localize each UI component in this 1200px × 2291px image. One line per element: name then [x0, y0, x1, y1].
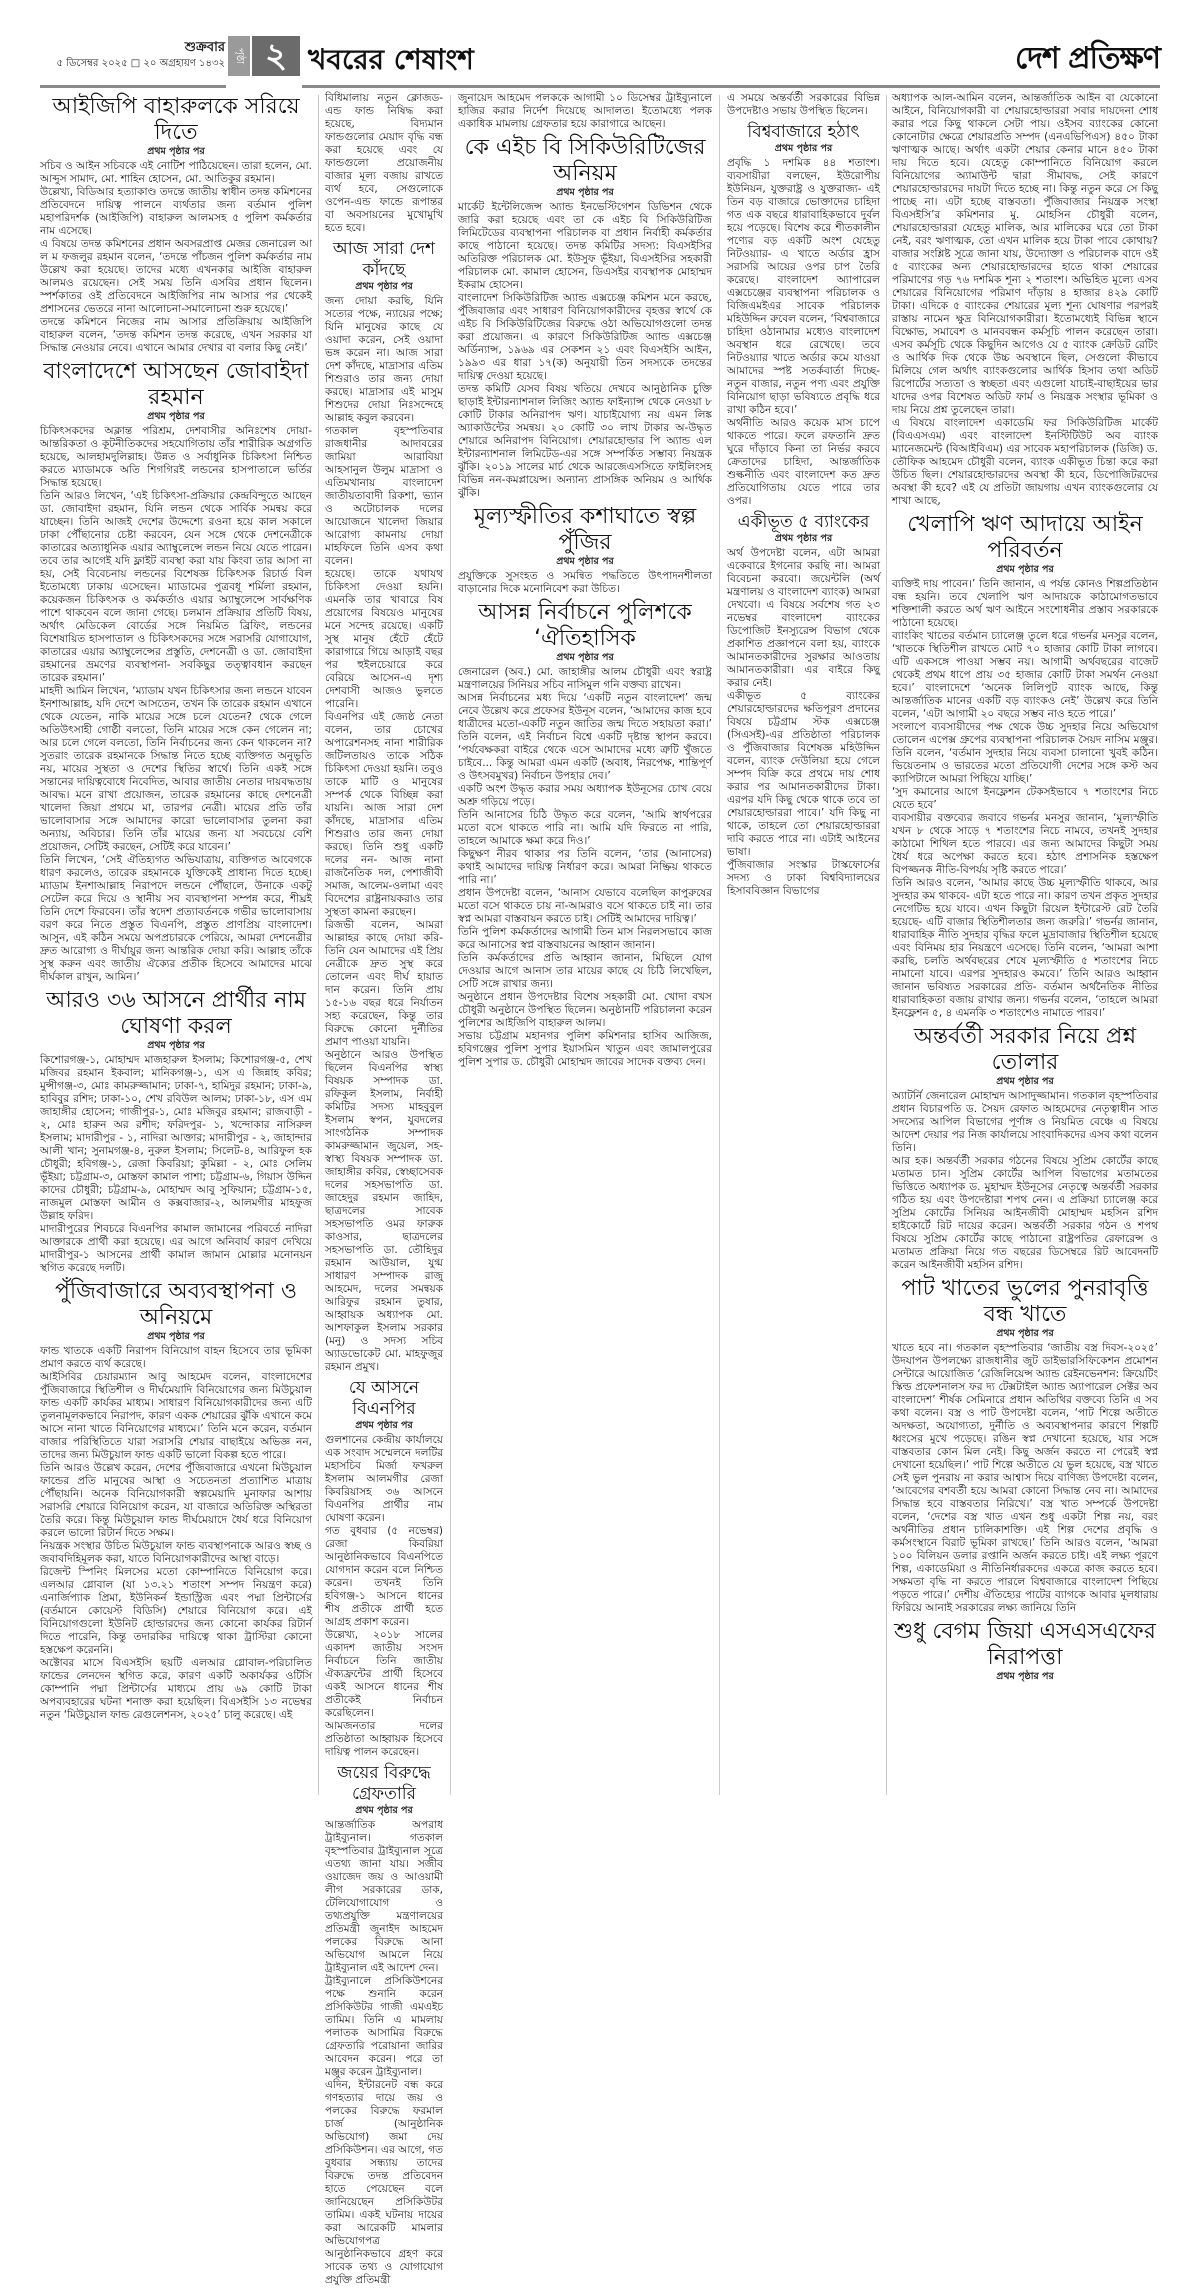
article-paragraph: প্রযুক্তিকে সুসংহত ও সমন্বিত পদ্ধতিতে উৎপাদনশীলতা বাড়ানোর দিকে মনোনিবেশ করা উচিত। [458, 570, 712, 595]
article-headline: যে আসনে বিএনপির [348, 1378, 420, 1419]
page-column [40, 92, 312, 1726]
article-paragraph: ব্যবসায়ীর বক্তব্যের জবাবে গভর্নর মনসুর জানান, ‘মূল্যস্ফীতি যখন ৮ থেকে সাড়ে ৭ শতাংশের নিচে নামবে, তখনই সুদহার কাঠামো শিথিল হতে পারবে। এর জন্য আমাদের কিছুটা সময় ধৈর্য ধরে অপেক্ষা করতে হবে। হঠাৎ প্রশাসনিক হস্তক্ষেপ বিপজ্জনক নীতি-বিপর্যয় সৃষ্টি করতে পারে।’ [892, 812, 1158, 876]
page-column [458, 92, 712, 1073]
article-paragraph: একীভূত ৫ ব্যাংকের শেয়ারহোল্ডারদের ক্ষতিপূরণ প্রদানের বিষয়ে চট্টগ্রাম স্টক এক্সচেঞ্জ (সিএসই)-এর প্রতিষ্ঠাতা পরিচালক ও পুঁজিবাজার বিশেষজ্ঞ মহিউদ্দিন বলেন, ব্যাংক দেউলিয়া হয়ে গেলে সম্পদ বিক্রি করে প্রথমে দায় শোধ করার পর আমানতকারীদের টাকা। এরপর যদি কিছু থেকে থাকে তবে তা শেয়ারহোল্ডাররা পাবে।’ যদি কিছু না থাকে, তাহলে তো শেয়ারহোল্ডাররা দাবি করতে পারে না। এটাই আইনের ভাষা। [727, 690, 880, 858]
continued-from-label: প্রথম পৃষ্ঠার পর [556, 556, 614, 567]
page-column [727, 92, 880, 902]
continued-from-label: প্রথম পৃষ্ঠার পর [147, 411, 205, 422]
article-paragraph: তিনি লিখেন, ‘সেই ঐতিহ্যগত অভিযাত্রায়, ব্যক্তিগত আবেগকে ধারণ করলেও, তারেক রহমানকে যুক্তিকেই প্রাধান্য দিতে হচ্ছে। ম্যাডাম ইনশাআল্লাহ নিরাপদে লন্ডনে পৌঁছালে, উনাকে একটু সেটেল করে দিয়ে ও স্থানীয় সব ব্যবস্থাপনা সম্পন্ন করে, শীঘ্রই তিনি দেশে ফিরবেন। তাঁর স্বদেশ প্রত্যাবর্তনকে গভীর ভালোবাসায় বরণ করে নিতে প্রস্তুত বিএনপি, প্রস্তুত প্রাণপ্রিয় বাংলাদেশ। আসুন, এই কঠিন সময়ে অপপ্রচারকে পেরিয়ে, আমরা দেশনেত্রীর দ্রুত আরোগ্য ও দীর্ঘায়ুর জন্য আন্তরিক দোয়া করি। আল্লাহ তাঁকে সুস্থ করুন এবং জাতীয় ঐক্যের প্রতীক হিসেবে আমাদের মাঝে দীর্ঘকাল রাখুন, আমিন।’ [40, 854, 312, 983]
news-article [40, 988, 312, 1275]
article-paragraph: চিকিৎসকদের অক্লান্ত পরিশ্রম, দেশবাসীর অনিঃশেষ দোয়া-আন্তরিকতা ও কূটনীতিকদের সহযোগিতায় তাঁর শারীরিক অগ্রগতি হয়েছে, আলহামদুলিল্লাহ। উন্নত ও সর্বাধুনিক চিকিৎসা নিশ্চিত করতে ম্যাডামকে অতি শিগগিরই লন্ডনের হাসপাতালে ভর্তির সিদ্ধান্ত হয়েছে। [40, 425, 312, 489]
article-paragraph: আমজনতার দলের প্রতিষ্ঠাতা আহ্বায়ক হিসেবে দায়িত্ব পালন করেছেন। [325, 1720, 443, 1758]
article-paragraph: আর হক। অন্তর্বর্তী সরকার গঠনের বিষয়ে সুপ্রিম কোর্টের কাছে মতামত চান। সুপ্রিম কোর্টের আপিল বিভাগের মতামতের ভিত্তিতে অধ্যাপক ড. মুহাম্মদ ইউনূসের নেতৃত্বে অন্তর্বর্তী সরকার গঠিত হয় এবং উপদেষ্টারা শপথ নেন। এ প্রক্রিয়া চ্যালেঞ্জ করে সুপ্রিম কোর্টের সিনিয়র আইনজীবী মোহাম্মদ মহসিন রশিদ হাইকোর্টে রিট দায়ের করেন। অন্তর্বর্তী সরকার গঠন ও শপথ বিষয়ে সুপ্রিম কোর্টের কাছে পাঠানো রাষ্ট্রপতির রেফারেন্স ও মতামত প্রক্রিয়া নিয়ে গত বছরের ডিসেম্বরে রিট আবেদনটি করেন আইনজীবী মহসিন রশিদ। [892, 1155, 1158, 1271]
article-paragraph: নিয়ন্ত্রক সংস্থার উচিত মিউচুয়াল ফান্ড ব্যবস্থাপনাকে আরও স্বচ্ছ ও জবাবদিহিমূলক করা, যাতে বিনিয়োগকারীদের আস্থা বাড়ে। [40, 1540, 312, 1565]
article-paragraph: ট্রাইব্যুনালে প্রসিকিউশনের পক্ষে শুনানি করেন প্রসিকিউটর গাজী এমএইচ তামিম। তিনি এ মামলায় পলাতক আসামির বিরুদ্ধে গ্রেফতারি পরোয়ানা জারির আবেদন করেন। পরে তা মঞ্জুর করেন ট্রাইব্যুনাল। [325, 1975, 443, 2078]
article-headline: বিশ্ববাজারে হঠাৎ [747, 122, 860, 142]
article-paragraph: এদিন, ইন্টারনেট বন্ধ করে গণহত্যার দায়ে জয় ও পলকের বিরুদ্ধে ফরমাল চার্জ (আনুষ্ঠানিক অভিযোগ) জমা দেয় প্রসিকিউশন। এর আগে, গত বুধবার সন্ধ্যায় তাদের বিরুদ্ধে তদন্ত প্রতিবেদন হাতে পেয়েছেন বলে জানিয়েছেন প্রসিকিউটর তামিম। একই ঘটনায় দায়ের করা আরেকটি মামলার অভিযোগপত্র আনুষ্ঠানিকভাবে গ্রহণ করে সাবেক তথ্য ও যোগাযোগ প্রযুক্তি প্রতিমন্ত্রী [325, 2079, 443, 2286]
news-article [892, 512, 1158, 1020]
article-continuation [727, 92, 880, 118]
article-paragraph: বিএনপির এই জ্যেষ্ঠ নেতা বলেন, তার চোখের অপারেশনসহ নানা শারীরিক জটিলতায়ও তাকে সঠিক চিকিৎসা দেওয়া হয়নি। তবুও তাকে মাটি ও মানুষের সম্পর্ক থেকে বিচ্ছিন্ন করা যায়নি। আজ সারা দেশ কাঁদছে, মাদ্রাসার এতিম শিশুরাও তার জন্য দোয়া করছে। তিনি শুধু একটি দলের নন- আজ নানা রাজনৈতিক দল, পেশাজীবী সমাজ, আলেম-ওলামা এবং বিদেশের রাষ্ট্রনায়করাও তার সুস্থতা কামনা করছেন। [325, 711, 443, 918]
article-paragraph: তিনি পুলিশ কর্মকর্তাদের আগামী তিন মাস নিরলসভাবে কাজ করে আনাসের স্বপ্ন বাস্তবায়নের আহ্বান জানান। [458, 926, 712, 951]
article-paragraph: ‘সুদ কমানোর আগে ইনফ্লেশন টেকসইভাবে ৭ শতাংশের নিচে যেতে হবে’ [892, 786, 1158, 811]
article-headline: বাংলাদেশে আসছেন জোবাইদা রহমান [43, 359, 309, 410]
continued-from-label: প্রথম পৃষ্ঠার পর [355, 1420, 413, 1431]
news-article [40, 94, 312, 355]
article-headline: আইজিপি বাহারুলকে সরিয়ে দিতে [52, 94, 300, 145]
continued-from-label: প্রথম পৃষ্ঠার পর [355, 281, 413, 292]
article-paragraph: তিনি আরও উল্লেখ করেন, দেশের পুঁজিবাজারে এখনো মিউচুয়াল ফান্ডের প্রতি মানুষের আস্থা ও সচেতনতা প্রত্যাশিত মাত্রায় পৌঁছায়নি। অনেক বিনিয়োগকারী স্বল্পমেয়াদি মুনাফার আশায় সরাসরি শেয়ারে বিনিয়োগ করেন, যা বাজারে অতিরিক্ত অস্থিরতা তৈরি করে। কিন্তু মিউচুয়াল ফান্ড দীর্ঘমেয়াদে ধৈর্য ধরে বিনিয়োগ করলে ভালো রিটার্ন দিতে সক্ষম। [40, 1462, 312, 1539]
article-paragraph: অর্থ উপদেষ্টা বলেন, এটা আমরা একেবারে ইগনোর করছি না। আমরা বিবেচনা করবো। জয়েন্টলি (অর্থ মন্ত্রণালয় ও বাংলাদেশ ব্যাংক) আমরা দেখবো। এ বিষয়ে সর্বশেষ গত ২৩ নভেম্বর বাংলাদেশ ব্যাংকের ডিপোজিট ইনস্যুরেন্স বিভাগ থেকে প্রকাশিত প্রজ্ঞাপনে বলা হয়, ব্যাংকে আমানতকারীদের সুরক্ষার আওতায় আমানতকারীরা। এর বাইরে কিছু করার নেই। [727, 547, 880, 689]
article-headline: জয়ের বিরুদ্ধে গ্রেফতারি [337, 1763, 431, 1804]
article-paragraph: আসন্ন নির্বাচনের মধ্য দিয়ে ‘একটি নতুন বাংলাদেশ’ জন্ম নেবে উল্লেখ করে প্রফেসর ইউনূস বলেন, ‘আমাদের কাজ হবে ধাত্রীদের মতো-একটি নতুন জাতির জন্ম দিতে সহায়তা করা।’ তিনি বলেন, এই নির্বাচন বিশ্বে একটি দৃষ্টান্ত স্থাপন করবে। ‘পর্যবেক্ষকরা বাইরে থেকে এসে আমাদের মধ্যে ত্রুটি খুঁজতে চাইবে... কিন্তু আমরা এমন একটি (অবাধ, নিরপেক্ষ, শান্তিপূর্ণ ও উৎসবমুখর) নির্বাচন উপহার দেব।’ [458, 692, 712, 782]
article-headline: আসন্ন নির্বাচনে পুলিশকে ‘ঐতিহাসিক [478, 600, 692, 651]
continued-from-label: প্রথম পৃষ্ঠার পর [556, 187, 614, 198]
column-divider [318, 95, 319, 1795]
news-article [458, 135, 712, 500]
news-article [325, 239, 443, 1374]
article-headline: পাট খাতের ভুলের পুনরাবৃত্তি বন্ধ খাতে [901, 1276, 1149, 1327]
article-paragraph: তদন্ত কমিটি যেসব বিষয় খতিয়ে দেখবে আনুষ্ঠানিক চুক্তি ছাড়াই ইন্টারন্যাশনাল লিজিং অ্যান্ড ফাইন্যান্স থেকে নেওয়া ৮ কোটি টাকার অনিরাপদ ঋণ। যাচাইযোগ্য নয় এমন লিঙ্ক অ্যাকাউন্টের সমন্বয়। ২০ কোটি ৩০ লাখ টাকার অ-উদ্ধৃত শেয়ারে অনিরাপদ বিনিয়োগ। শেয়ারহোল্ডার পি অ্যান্ড এল ইন্টারন্যাশনাল লিমিটেড-এর সঙ্গে সম্পর্কিত সম্ভাব্য নিয়ন্ত্রক ঝুঁকি। ২০১৯ সালের মার্চ থেকে আরজেএসসিতে ফাইলিংসহ বিভিন্ন নন-কমপ্লায়েন্স। অন্যান্য প্রাসঙ্গিক অনিয়ম ও আর্থিক ঝুঁকি। [458, 383, 712, 499]
article-paragraph: অধ্যাপক আল-আমিন বলেন, আন্তর্জাতিক আইন বা যেকোনো আইনে, বিনিয়োগকারী বা শেয়ারহোল্ডাররা সবার দায়দেনা শোধ করার পরে কিছু থাকলে সেটা পায়। ওইসব ব্যাংকের কোনো কোনোটার ক্ষেত্রে শেয়ারপ্রতি সম্পদ (এনএভিপিএস) ৪৫০ টাকা ঋণাত্মক আছে। অর্থাৎ একটা শেয়ার কেনার মানে ৪৫০ টাকা দায় দিতে হবে। যেহেতু কোম্পানিতে বিনিয়োগ করলে বিনিয়োগের অ্যামাউন্ট দ্বারা সীমাবদ্ধ, সেই কারণে শেয়ারহোল্ডারদের দায়টা দিতে হচ্ছে না। কিন্তু নতুন করে সে কিছু পাচ্ছে না। এটা হচ্ছে বাস্তবতা। পুঁজিবাজার নিয়ন্ত্রক সংস্থা বিএসইসি’র কমিশনার মু. মোহসিন চৌধুরী বলেন, শেয়ারহোল্ডাররা যেহেতু মালিক, আর মালিকের ঘরে তো টাকা নেই, বরং ঋণাত্মক, তো এখন মালিক হয়ে টাকা পাবে কোথায়? বাজার সংশ্লিষ্ট সূত্রে জানা যায়, উদ্যোক্তা ও পরিচালক বাদে ওই ৫ ব্যাংকের অন্য শেয়ারহোল্ডারদের হাতে থাকা শেয়ারের পরিমাণের গড় ৭৬ দশমিক শূন্য ২ শতাংশ। অভিহিত মূল্যে এসব শেয়ারের বিনিয়োগের পরিমাণ দাঁড়ায় ৪ হাজার ৪২৯ কোটি টাকা। এদিকে ৫ ব্যাংকের শেয়ারের মূল্য শূন্য ঘোষণার পরপরই রাস্তায় নামেন ক্ষুদ্র বিনিয়োগকারীরা। ইতোমধ্যেই বিভিন্ন স্থানে বিক্ষোভ, সমাবেশ ও মানববন্ধন কর্মসূচি পালন করেছেন তারা। এসব কর্মসূচি থেকে কিছুদিন আগেও যে ৫ ব্যাংক ক্রেডিট রেটিং ও আর্থিক দিক থেকে উচ্চ অবস্থানে ছিল, সেগুলো কীভাবে মিলিয়ে গেল অর্থাৎ ব্যাংকগুলোর আর্থিক হিসাব তথা অডিট রিপোর্টের সত্যতা ও স্বচ্ছতা এবং এগুলো যাচাই-বাছাইয়ের ভার যাদের ওপর বিশেষত অডিট ফার্ম ও নিয়ন্ত্রক সংস্থার ভূমিকা ও দায় নিয়ে প্রশ্ন তুলেছেন তারা। [892, 92, 1158, 416]
article-paragraph: এ বিষয়ে তদন্ত কমিশনের প্রধান অবসরপ্রাপ্ত মেজর জেনারেল আ ল ম ফজলুর রহমান বলেন, ‘তদন্তে পাঁচজন পুলিশ কর্মকর্তার নাম উল্লেখ করা হয়েছে। তাদের মধ্যে এখনকার আইজি বাহারুল আলমও রয়েছেন। সেই সময় তিনি এসবির প্রধান ছিলেন। স্পর্শকাতর ওই প্রতিবেদনে আইজিপির নাম আসার পর থেকেই প্রশাসনের ভেতরে নানা আলোচনা-সমালোচনা শুরু হয়েছে।’ [40, 238, 312, 315]
newspaper-logo [1015, 34, 1160, 85]
article-paragraph: আন্তর্জাতিক অপরাধ ট্রাইব্যুনাল। গতকাল বৃহস্পতিবার ট্রাইব্যুনাল সূত্রে এতথ্য জানা যায়। সজীব ওয়াজেদ জয় ও আওয়ামী লীগ সরকারের ডাক, টেলিযোগাযোগ ও তথ্যপ্রযুক্তি মন্ত্রণালয়ের প্রতিমন্ত্রী জুনাইদ আহমেদ পলকের বিরুদ্ধে আনা অভিযোগ আমলে নিয়ে ট্রাইব্যুনাল এই আদেশ দেন। [325, 1819, 443, 1974]
article-paragraph: রিজেন্ট স্পিনিং মিলসের মতো কোম্পানিতে বিনিয়োগ করে। এলআর গ্লোবাল (যা ১৩.২১ শতাংশ সম্পদ নিয়ন্ত্রণ করে) এনার্জিপ্যাক প্রিমা, ইউনিকর্ন ইন্ডাস্ট্রিজ এবং পদ্মা প্রিন্টার্সের (বর্তমানে কোয়েস্ট বিডিসি) শেয়ারে বিনিয়োগ করে। এই বিনিয়োগগুলো ইউনিট হোল্ডারদের জন্য কোনো কার্যকর রিটার্ন দিতে পারেনি, কিন্তু তদারকির দায়িত্বে থাকা ট্রাস্টিরা কোনো হস্তক্ষেপ করেননি। [40, 1566, 312, 1656]
article-headline: কে এইচ বি সিকিউরিটিজের অনিয়ম [464, 135, 706, 186]
logo-name: দেশ প্রতিক্ষণ [1014, 41, 1160, 76]
article-paragraph: সংলাপে ব্যবসায়ীদের পক্ষ থেকে উচ্চ সুদহার নিয়ে অভিযোগ তোলেন এপেক্স গ্রুপের ব্যবস্থাপনা পরিচালক সৈয়দ নাসিম মঞ্জুর। তিনি বলেন, ‘বর্তমান সুদহার নিয়ে ব্যবসা চালানো খুবই কঠিন। ভিয়েতনাম ও ভারতের মতো প্রতিযোগী দেশের সঙ্গে কস্ট অব ক্যাপিটালে আমরা পিছিয়ে যাচ্ছি।’ [892, 721, 1158, 785]
article-headline: অন্তর্বর্তী সরকার নিয়ে প্রশ্ন তোলার [913, 1024, 1137, 1075]
news-article [727, 122, 880, 508]
column-divider [450, 95, 451, 1795]
page-number: ২ [252, 36, 300, 76]
article-paragraph: অনুষ্ঠানে আরও উপস্থিত ছিলেন বিএনপির স্বাস্থ্য বিষয়ক সম্পাদক ডা. রফিকুল ইসলাম, নির্বাহী কমিটির সদস্য মাহবুবুল ইসলাম স্বপন, যুবদলের সাংগঠনিক সম্পাদক কামরুজ্জামান জুয়েল, সহ-স্বাস্থ্য বিষয়ক সম্পাদক ডা. জাহাঙ্গীর কবির, স্বেচ্ছাসেবক দলের সহসভাপতি ডা. জাহেদুর রহমান জাহিদ, ছাত্রদলের সাবেক সহসভাপতি ওমর ফারুক কাওসার, ছাত্রদলের সহসভাপতি ডা. তৌহিদুর রহমান আউয়াল, যুগ্ম সাধারণ সম্পাদক রাজু আহমেদ, দলের সমন্বয়ক আরিফুর রহমান তুষার, আহ্বায়ক অধ্যাপক মো. আশফাকুল ইসলাম সরকার (মনু) ও সদস্য সচিব অ্যাডভোকেট মো. মাহফুজুর রহমান প্রমুখ। [325, 1049, 443, 1373]
article-paragraph: তদন্তে কমিশনে নিজের নাম আসার প্রতিক্রিয়ায় আইজিপি বাহারুল বলেন, ‘তদন্ত কমিশন তদন্ত করেছে, এখন সরকার যা সিদ্ধান্ত নেওয়ার নেবে। এখানে আমার দেখার বা বলার কিছু নেই।’ [40, 316, 312, 354]
header-rule-left [40, 85, 226, 88]
article-paragraph: ব্যক্তিই দায় পাবেন।’ তিনি জানান, এ পর্যন্ত কোনও শিল্পপ্রতিষ্ঠান বন্ধ হয়নি। তবে খেলাপি ঋণ আদায়কে কাঠামোগতভাবে শক্তিশালী করতে অর্থ ঋণ আইনে সংশোধনীর প্রস্তাব সরকারকে পাঠানো হয়েছে। [892, 578, 1158, 629]
article-paragraph: বিধিমালায় নতুন ক্লোজড-এন্ড ফান্ড নিষিদ্ধ করা হয়েছে, বিদ্যমান ফান্ডগুলোর মেয়াদ বৃদ্ধি বন্ধ করা হয়েছে এবং যে ফান্ডগুলো প্রয়োজনীয় বাজার মূল্য বজায় রাখতে ব্যর্থ হবে, সেগুলোকে ওপেন-এন্ড ফান্ডে রূপান্তর বা অবসায়নের মুখোমুখি হতে হবে। [325, 92, 443, 234]
continued-from-label: প্রথম পৃষ্ঠার পর [996, 1671, 1054, 1682]
article-headline: শুধু বেগম জিয়া এসএসএফের নিরাপত্তা [894, 1619, 1156, 1670]
column-divider [719, 95, 720, 1795]
article-paragraph: ফান্ড খাতকে একটি নিরাপদ বিনিয়োগ বাহন হিসেবে তার ভূমিকা প্রমাণ করতে ব্যর্থ করেছে। [40, 1345, 312, 1370]
article-paragraph: সচিব ও আইন সচিবকে এই নোটিশ পাঠিয়েছেন। তারা হলেন, মো. আব্দুস সামাদ, মো. শাহিন হোসেন, মো. আতিকুর রহমান। [40, 160, 312, 185]
article-headline: মূল্যস্ফীতির কশাঘাতে স্বল্প পুঁজির [473, 504, 697, 555]
article-paragraph: ব্যাংকিং খাতের বর্তমান চ্যালেঞ্জ তুলে ধরে গভর্নর মনসুর বলেন, ‘খাতকে স্থিতিশীল রাখতে মোট ৭০ হাজার কোটি টাকা লাগবে। এটি একসঙ্গে পাওয়া সম্ভব নয়। আগামী অর্থবছরের বাজেট থেকেই প্রথম ধাপে প্রায় ৩৫ হাজার কোটি টাকা সমর্থন নেওয়া হবে।’ বাংলাদেশে ‘অনেক লিলিপুট ব্যাংক আছে, কিন্তু আন্তর্জাতিক মানের একটি বড় ব্যাংকও নেই’ উল্লেখ করে তিনি বলেন, ‘এটা আগামী ২০ বছরে সম্ভব নাও হতে পারে।’ [892, 630, 1158, 720]
article-continuation [892, 92, 1158, 508]
article-paragraph: মার্কেট ইন্টেলিজেন্স অ্যান্ড ইনভেস্টিগেশন ডিভিশন থেকে জারি করা হয়েছে এবং তা কে এইচ বি সিকিউরিটিজ লিমিটেডের ব্যবস্থাপনা পরিচালক বা প্রধান নির্বাহী কর্মকর্তার কাছে পাঠানো হয়েছে। তদন্ত কমিটির সদস্য: বিএসইসির অতিরিক্ত পরিচালক মো. ইউসুফ ভূঁইয়া, বিএসইসির সহকারী পরিচালক মো. কামাল হোসেন, ডিএসইর ব্যবস্থাপক মোহাম্মদ ইকরাম হোসেন। [458, 201, 712, 291]
news-article [325, 1763, 443, 2287]
article-paragraph: হয়েছে। তাকে যথাযথ চিকিৎসা দেওয়া হয়নি। এমনকি তার খাবারে বিষ প্রয়োগের বিষয়েও মানুষের মনে সন্দেহ রয়েছে। একটি সুস্থ মানুষ হেঁটে হেঁটে কারাগারে গিয়ে আড়াই বছর পর হুইলচেয়ারে করে বেরিয়ে আসেন-এ দৃশ্য দেশবাসী আজও ভুলতে পারেনি। [325, 568, 443, 710]
article-continuation [458, 92, 712, 131]
news-article [727, 512, 880, 898]
article-paragraph: জেনারেল (অব.) মো. জাহাঙ্গীর আলম চৌধুরী এবং স্বরাষ্ট্র মন্ত্রণালয়ের সিনিয়র সচিব নাসিমুল গনি বক্তব্য রাখেন। [458, 666, 712, 691]
page-column [892, 92, 1158, 1687]
article-headline: আজ সারা দেশ কাঁদছে [332, 239, 436, 280]
article-paragraph: অক্টোবর মাসে বিএসইসি ছয়টি এলআর গ্লোবাল-পরিচালিত ফান্ডের লেনদেন স্থগিত করে, কারণ একটি অকার্যকর ওটিসি কোম্পানি পদ্মা প্রিন্টার্সের মাধ্যমে প্রায় ৬৯ কোটি টাকা অপব্যবহারের ঘটনা শনাক্ত করা হয়েছিল। বিএসইসি ১৩ নভেম্বর নতুন ‘মিউচুয়াল ফান্ড রেগুলেশনস, ২০২৫’ চালু করেছে। এই [40, 1657, 312, 1721]
article-paragraph: এ বিষয়ে বাংলাদেশ একাডেমি ফর সিকিউরিটিজ মার্কেট (বিএএসএম) এবং বাংলাদেশ ইনস্টিটিউট অব ব্যাংক ম্যানেজমেন্ট (বিআইবিএম) এর সাবেক মহাপরিচালক (ডিজি) ড. তৌফিক আহমেদ চৌধুরী বলেন, ব্যাংক একীভূত চিন্তা করে করা উচিত ছিল। শেয়ারহোল্ডারদের অবস্থা কী হবে, ডিপোজিটরদের অবস্থা কী হবে? এই যে প্রতিটা জায়গায় এখন ব্যাংকগুলোর যে শাখা আছে, [892, 417, 1158, 507]
continued-from-label: প্রথম পৃষ্ঠার পর [355, 1805, 413, 1816]
continued-from-label: প্রথম পৃষ্ঠার পর [147, 146, 205, 157]
continued-from-label: প্রথম পৃষ্ঠার পর [996, 564, 1054, 575]
article-paragraph: অর্থনীতি আরও কয়েক মাস চাপে থাকতে পারে। ফলে রফতানি দ্রুত ঘুরে দাঁড়াবে কিনা তা নির্ভর করবে ক্রেতাদের চাহিদা, আন্তর্জাতিক শুল্কনীতি এবং বাংলাদেশ কত দ্রুত প্রতিযোগিতায় যেতে পারে তার ওপর। [727, 417, 880, 507]
page-column [325, 92, 443, 2291]
article-paragraph: অ্যাটর্নি জেনারেল মোহাম্মদ আসাদুজ্জামান। গতকাল বৃহস্পতিবার প্রধান বিচারপতি ড. সৈয়দ রেফাত আহমেদের নেতৃত্বাধীন সাত সদস্যের আপিল বিভাগের পূর্ণাঙ্গ ও নিয়মিত বেঞ্চে এ বিষয়ে আদেশ দেয়ার পর নিজ কার্যালয়ে সাংবাদিকদের এসব কথা বলেন তিনি। [892, 1090, 1158, 1154]
article-paragraph: সভায় চট্টগ্রাম মহানগর পুলিশ কমিশনার হাসিব আজিজ, হবিগঞ্জের পুলিশ সুপার ইয়াসমিন খাতুন এবং জামালপুরের পুলিশ সুপার ড. চৌধুরী মোহাম্মদ জাবের সাদেক বক্তব্য দেন। [458, 1030, 712, 1068]
article-paragraph: কিছুক্ষণ নীরব থাকার পর তিনি বলেন, ‘তার (আনাসের) কথাই আমাদের দায়িত্ব নির্ধারণ করে। আমরা নিষ্ক্রিয় থাকতে পারি না।’ [458, 848, 712, 886]
article-paragraph: প্রধান উপদেষ্টা বলেন, ‘আনাস যেভাবে বলেছিল কাপুরুষের মতো বসে থাকতে চায় না-আমরাও বসে থাকতে চাই না। তার স্বপ্ন আমরা বাস্তবায়ন করতে চাই। সেটিই আমাদের দায়িত্ব।’ [458, 887, 712, 925]
article-paragraph: মাদারীপুরের শিবচরে বিএনপির কামাল জামানের পরিবর্তে নাদিরা আক্তারকে প্রার্থী করা হয়েছে। এর আগে অনিবার্য কারণ দেখিয়ে মাদারীপুর-১ আসনের প্রার্থী কামাল জামান মোল্লার মনোনয়ন স্থগিত করেছে দলটি। [40, 1223, 312, 1274]
continued-from-label: প্রথম পৃষ্ঠার পর [774, 143, 833, 154]
article-paragraph: পুঁজিবাজার সংস্কার টাস্কফোর্সের সদস্য ও ঢাকা বিশ্ববিদ্যালয়ের হিসাববিজ্ঞান বিভাগের [727, 859, 880, 897]
continued-from-label: প্রথম পৃষ্ঠার পর [556, 652, 614, 663]
news-article [892, 1619, 1158, 1683]
article-continuation [325, 92, 443, 235]
article-paragraph: প্রবৃদ্ধি ১ দশমিক ৪৪ শতাংশ। ব্যবসায়ীরা বলছেন, ইউরোপীয় ইউনিয়ন, যুক্তরাষ্ট্র ও যুক্তরাজ্য- এই তিন বড় বাজারে ভোক্তাদের চাহিদা গত এক বছরে ধারাবাহিকভাবে দুর্বল হয়ে পড়েছে। বিশেষ করে শীতকালীন পণ্যের বড় একটি অংশ যেহেতু নিটওয়্যার- এ খাতে অর্ডার হ্রাস সরাসরি আয়ের ওপর চাপ তৈরি করেছে। বাংলাদেশ অ্যাপারেল এক্সচেঞ্জের ব্যবস্থাপনা পরিচালক ও বিজিএমইএর সাবেক পরিচালক মহিউদ্দিন রুবেল বলেন, ‘বিশ্ববাজারে চাহিদা ওঠানামার মধ্যেও বাংলাদেশ অবস্থান ধরে রেখেছে। তবে নিটওয়্যার খাতে অর্ডার কমে যাওয়া আমাদের স্পষ্ট সতর্কবার্তা দিচ্ছে- নতুন বাজার, নতুন পণ্য এবং প্রযুক্তি বিনিয়োগ ছাড়া ভবিষ্যতে প্রবৃদ্ধি ধরে রাখা কঠিন হবে।’ [727, 157, 880, 416]
article-paragraph: তিনি আরও বলেন, ‘আমার কাছে উচ্চ মূল্যস্ফীতি থাকবে, আর সুদহার কম থাকবে- এটা হতে পারে না। কারণ তখন প্রকৃত সুদহার নেগেটিভ হয়ে যাবে। এখন কিছুটা রিয়েল ইন্টারেস্ট রেট তৈরি হয়েছে- এটি বাজার স্থিতিশীলতার জন্য জরুরি।’ গভর্নর জানান, ধারাবাহিক নীতি সুদহার বৃদ্ধির ফলে মুদ্রাবাজার স্থিতিশীল হয়েছে এবং বিনিময় হার নিয়ন্ত্রণে এসেছে। তিনি বলেন, ‘আমরা আশা করছি, চলতি অর্থবছরের শেষে মূল্যস্ফীতি ৫ শতাংশের নিচে নামানো যাবে। এরপর সুদহারও কমবে।’ তিনি আরও আহ্বান জানান ভবিষ্যত সরকারের প্রতি- বর্তমান অর্থনৈতিক নীতির ধারাবাহিকতা বজায় রাখার জন্য। গভর্নর বলেন, ‘তাহলে আমরা ইনফ্লেশন ৫, ৪ এমনকি ৩ শতাংশেও নামাতে পারব।’ [892, 877, 1158, 1019]
article-paragraph: কিশোরগঞ্জ-১, মোহাম্মদ মাজহারুল ইসলাম; কিশোরগঞ্জ-৫, শেখ মজিবর রহমান ইকবাল; মানিকগঞ্জ-১, এস এ জিন্নাহ কবির; মুন্সীগঞ্জ-৩, মোঃ কামরুজ্জামান; ঢাকা-৭, হামিদুর রহমান; ঢাকা-৯, হাবিবুর রশিদ; ঢাকা-১০, শেখ রবিউল আলম; ঢাকা-১৮, এস এম জাহাঙ্গীর হোসেন; গাজীপুর-১, মোঃ মজিবুর রহমান; রাজবাড়ী - ২, মোঃ হারুন অর রশীদ; ফরিদপুর- ১, খন্দোকার নাসিরুল ইসলাম; মাদারীপুর - ১, নাদিরা আক্তার; মাদারীপুর - ২, জাহান্দার আলী খান; সুনামগঞ্জ-৪, নুরুল ইসলাম; সিলেট-৪, আরিফুল হক চৌধুরী; হবিগঞ্জ-১, রেজা কিবরিয়া; কুমিল্লা - ২, মোঃ সেলিম ভূঁইয়া; চট্টগ্রাম-৩, মোস্তফা কামাল পাশা; চট্টগ্রাম-৬, গিয়াস উদ্দিন কাদের চৌধুরী; চট্টগ্রাম-৯, মোহাম্মদ আবু সুফিয়ান; চট্টগ্রাম-১৫, নাজমুল মোস্তফা আমীন ও কক্সবাজার-২, আলমগীর মাহফুজ উল্লাহ ফরিদ। [40, 1054, 312, 1222]
issue-date: ৫ ডিসেম্বর ২০২৫ □ ২০ অগ্রহায়ণ ১৪৩২ [56, 58, 225, 69]
article-paragraph: গতকাল বৃহস্পতিবার রাজধানীর আদাবরের জামিয়া আরাবিয়া আহসানুল উলুম মাদ্রাসা ও এতিমখানায় বাংলাদেশ জাতীয়তাবাদী রিকশা, ভ্যান ও অটোচালক দলের আয়োজনে খালেদা জিয়ার আরোগ্য কামনায় দোয়া মাহফিলে তিনি এসব কথা বলেন। [325, 425, 443, 567]
header-rule-right [302, 85, 1160, 88]
news-article [458, 600, 712, 1069]
continued-from-label: প্রথম পৃষ্ঠার পর [147, 1040, 205, 1051]
section-title: খবরের শেষাংশ [308, 43, 474, 76]
article-paragraph: উল্লেখ্য, বিডিআর হত্যাকাণ্ড তদন্তে জাতীয় স্বাধীন তদন্ত কমিশনের প্রতিবেদনে দায়িত্ব পালনে ব্যর্থতার জন্য বর্তমান পুলিশ মহাপরিদর্শক (আইজিপি) বাহারুল আলমসহ ৫ পুলিশ কর্মকর্তার নাম এসেছে। [40, 186, 312, 237]
article-paragraph: খাতে হবে না। গতকাল বৃহস্পতিবার ‘জাতীয় বস্ত্র দিবস-২০২৫’ উদযাপন উপলক্ষ্যে রাজধানীর জুট ডাইভারসিফিকেশন প্রমোশন সেন্টারে আয়োজিত ‘রেজিলিয়েন্স অ্যান্ড রেইনভেনশন: ক্রিয়েটিং স্কিল্ড প্রফেশনালস ফর দ্য টেক্সটাইল অ্যান্ড অ্যাপারেল সেক্টর অব বাংলাদেশ’ শীর্ষক সেমিনারে প্রধান অতিথির বক্তব্যে তিনি এ সব কথা বলেন। বস্ত্র ও পাট উপদেষ্টা বলেন, ‘পাট শিল্পে অতীতে অদক্ষতা, অযোগ্যতা, দুর্নীতি ও অব্যবস্থাপনার কারণে শিল্পটি ধ্বংসের মুখে পড়েছে। রঙিন স্বপ্ন দেখানো হয়েছে, যার সঙ্গে বাস্তবতার কোন মিল নেই। কিছু অর্জন করতে না পেরেই স্বপ্ন দেখানো হয়েছিল।’ পাট শিল্পে অতীতে যে ভুল হয়েছে, বস্ত্র খাতে সেই ভুল পুনরায় না করার আশ্বাস দিয়ে বাণিজ্য উপদেষ্টা বলেন, ‘আবেগের বশবর্তী হয়ে আমরা কোনো সিদ্ধান্ত নেব না। আমাদের সিদ্ধান্ত হবে বাস্তবতার নিরিখে।’ বস্ত্র খাত সম্পর্কে উপদেষ্টা বলেন, ‘দেশের বস্ত্র খাত এখন শুধু একটা শিল্প নয়, বরং অর্থনীতির প্রধান চালিকাশক্তি। এই শিল্প দেশের প্রবৃদ্ধি ও কর্মসংস্থানে বিরাট ভূমিকা রাখছে।’ তিনি আরও বলেন, ‘আমরা ১০০ বিলিয়ন ডলার রপ্তানি অর্জন করতে চাই। এই লক্ষ্য পূরণে শিল্প, একাডেমিয়া ও নীতিনির্ধারকদের একত্রে কাজ করতে হবে। সক্ষমতা বৃদ্ধি না করতে পারলে বিশ্ববাজারে বাংলাদেশ পিছিয়ে পড়তে পারে।’ দেশীয় ঐতিহ্যের পাটের ব্যাগকে আবার মূলধারায় ফিরিয়ে আনাই সরকারের লক্ষ্য জানিয়ে তিনি [892, 1342, 1158, 1614]
article-paragraph: গুলশানের কেন্দ্রীয় কার্যালয়ে এক সংবাদ সম্মেলনে দলটির মহাসচিব মির্জা ফখরুল ইসলাম আলমগীর রেজা কিবরিয়াসহ ৩৬ আসনে বিএনপির প্রার্থীর নাম ঘোষণা করেন। [325, 1434, 443, 1524]
news-article [458, 504, 712, 596]
issue-day: শুক্রবার [184, 40, 225, 55]
article-paragraph: অনুষ্ঠানে প্রধান উপদেষ্টার বিশেষ সহকারী মো. খোদা বখস চৌধুরী অনুষ্ঠানে উপস্থিত ছিলেন। অনুষ্ঠানটি পরিচালনা করেন পুলিশের আইজিপি বাহারুল আলম। [458, 991, 712, 1029]
news-article [325, 1378, 443, 1759]
article-paragraph: তিনি কর্মকর্তাদের প্রতি আহ্বান জানান, মিছিলে যোগ দেওয়ার আগে আনাস তার মায়ের কাছে যে চিঠি লিখেছিল, সেটি সঙ্গে রাখার জন্য। [458, 952, 712, 990]
article-headline: খেলাপি ঋণ আদায়ে আইন পরিবর্তন [907, 512, 1143, 563]
article-paragraph: আইসিবির চেয়ারম্যান আবু আহমেদ বলেন, বাংলাদেশের পুঁজিবাজারে স্থিতিশীল ও দীর্ঘমেয়াদি বিনিয়োগের জন্য মিউচুয়াল ফান্ড একটি কার্যকর মাধ্যম। সাধারণ বিনিয়োগকারীদের জন্য এটি তুলনামূলকভাবে নিরাপদ, কারণ একক শেয়ারের ঝুঁকি এখানে কমে আসে নানা খাতে বিনিয়োগের মাধ্যমে।’ তিনি মনে করেন, বর্তমান বাজার পরিস্থিতিতে যারা সরাসরি শেয়ার বাছাইয়ে অভিজ্ঞ নন, তাদের জন্য মিউচুয়াল ফান্ড একটি ভালো বিকল্প হতে পারে। [40, 1371, 312, 1461]
continued-from-label: প্রথম পৃষ্ঠার পর [147, 1331, 205, 1342]
article-paragraph: জুনায়েদ আহমেদ পলককে আগামী ১০ ডিসেম্বর ট্রাইব্যুনালে হাজির করার নির্দেশ দিয়েছে আদালত। ইতোমধ্যে পলক একাধিক মামলায় গ্রেফতার হয়ে কারাগারে আছেন। [458, 92, 712, 130]
news-article [40, 1279, 312, 1722]
continued-from-label: প্রথম পৃষ্ঠার পর [774, 533, 833, 544]
news-article [40, 359, 312, 984]
news-article [892, 1276, 1158, 1615]
article-paragraph: এ সময়ে অন্তর্বর্তী সরকারের বিভিন্ন উপদেষ্টাও সভায় উপস্থিত ছিলেন। [727, 92, 880, 117]
article-headline: আরও ৩৬ আসনে প্রার্থীর নাম ঘোষণা করল [46, 988, 306, 1039]
article-headline: একীভূত ৫ ব্যাংকের [737, 512, 870, 532]
continued-from-label: প্রথম পৃষ্ঠার পর [996, 1328, 1054, 1339]
article-paragraph: উল্লেখ্য, ২০১৮ সালের একাদশ জাতীয় সংসদ নির্বাচনে তিনি জাতীয় ঐক্যফ্রন্টের প্রার্থী হিসেবে একই আসনে ধানের শীষ প্রতীকেই নির্বাচন করেছিলেন। [325, 1629, 443, 1719]
article-headline: পুঁজিবাজারে অব্যবস্থাপনা ও অনিয়মে [54, 1279, 298, 1330]
article-paragraph: তিনি আরও লিখেন, ‘এই চিকিৎসা-প্রক্রিয়ার কেন্দ্রবিন্দুতে আছেন ডা. জোবাইদা রহমান, যিনি লন্ডন থেকে সার্বিক সমন্বয় করে যাচ্ছেন। তিনি আজই দেশের উদ্দেশ্যে রওনা হয়ে কাল সকালে ঢাকা পৌঁছানোর চেষ্টা করবেন, যেন সঙ্গে থেকে দেশনেত্রীকে কাতারের অত্যাধুনিক এয়ার অ্যাম্বুলেন্সে লন্ডন নিয়ে যেতে পারেন। তবে তার আগেই যদি ফ্লাইট ব্যবস্থা করা যায় কিংবা তার আসা না হয়, সেই বিবেচনায় লন্ডনের বিশেষজ্ঞ চিকিৎসক রিচার্ড বিল ইতোমধ্যে ঢাকায় এসেছেন। ম্যাডামের পুত্রবধূ শর্মিলা রহমান, কয়েকজন চিকিৎসক ও কর্মকর্তাও এয়ার অ্যাম্বুলেন্সে সার্বক্ষণিক পাশে থাকবেন বলে জানা গেছে। চলমান প্রক্রিয়ার প্রতিটি বিষয়, অর্থাৎ মেডিকেল বোর্ডের সঙ্গে নিয়মিত ব্রিফিং, লন্ডনের বিশেষায়িত হাসপাতাল ও চিকিৎসকদের সঙ্গে সরাসরি যোগাযোগ, কাতারের এয়ার অ্যাম্বুলেন্সের প্রস্তুতি, দেশনেত্রী ও ডা. জোবাইদা রহমানের ভ্রমণের ব্যবস্থাপনা- সবকিছুর তত্ত্বাবধান করছেন তারেক রহমান।’ [40, 490, 312, 684]
article-paragraph: একটি অংশ উদ্ধৃত করার সময় অধ্যাপক ইউনূসের চোখ বেয়ে অশ্রু গড়িয়ে পড়ে। [458, 783, 712, 808]
article-paragraph: বাংলাদেশ সিকিউরিটিজ অ্যান্ড এক্সচেঞ্জ কমিশন মনে করছে, পুঁজিবাজার এবং সাধারণ বিনিয়োগকারীদের বৃহত্তর স্বার্থে কে এইচ বি সিকিউরিটিজের বিরুদ্ধে ওঠা অভিযোগগুলো তদন্ত করা প্রয়োজন। এ কারণে সিকিউরিটিজ অ্যান্ড এক্সচেঞ্জ অর্ডিন্যান্স, ১৯৬৯ এর সেকশন ২১ এবং বিএসইসি আইন, ১৯৯৩ এর ধারা ১৭(ক) অনুযায়ী তিন সদস্যকে তদন্তের দায়িত্ব দেওয়া হয়েছে। [458, 292, 712, 382]
article-paragraph: জন্য দোয়া করছি, যিনি সত্যের পক্ষে, ন্যায়ের পক্ষে; যিনি মানুষের কাছে যে ওয়াদা করেন, সেই ওয়াদা ভঙ্গ করেন না। আজ সারা দেশ কাঁদছে, মাদ্রাসার এতিম শিশুরাও তার জন্য দোয়া করছে। মাদ্রাসার এই মাসুম শিশুদের দোয়া নিঃসন্দেহে আল্লাহ কবুল করবেন। [325, 295, 443, 424]
article-paragraph: গত বুধবার (৫ নভেম্বর) রেজা কিবরিয়া আনুষ্ঠানিকভাবে বিএনপিতে যোগদান করেন বলে নিশ্চিত করেন। তখনই তিনি হবিগঞ্জ-১ আসনে ধানের শীষ প্রতীকে প্রার্থী হতে আগ্রহ প্রকাশ করেন। [325, 1525, 443, 1628]
article-paragraph: তিনি আনাসের চিঠি উদ্ধৃত করে বলেন, ‘আমি স্বার্থপরের মতো বসে থাকতে পারি না। আমি যদি ফিরতে না পারি, তাহলে আমাকে ক্ষমা করে দিও।’ [458, 809, 712, 847]
page-label: পৃষ্ঠা [228, 36, 250, 76]
column-divider [886, 95, 887, 1795]
article-paragraph: রিজভী বলেন, আমরা আল্লাহর কাছে দোয়া করি- তিনি যেন আমাদের এই প্রিয় নেত্রীকে দ্রুত সুস্থ করে তোলেন এবং দীর্ঘ হায়াত দান করেন। তিনি প্রায় ১৫-১৬ বছর ধরে নির্যাতন সহ্য করেছেন, কিন্তু তার বিরুদ্ধে কোনো দুর্নীতির প্রমাণ পাওয়া যায়নি। [325, 919, 443, 1048]
news-article [892, 1024, 1158, 1272]
continued-from-label: প্রথম পৃষ্ঠার পর [996, 1076, 1054, 1087]
article-paragraph: মাহদী আমিন লিখেন, ‘ম্যাডাম যখন চিকিৎসার জন্য লন্ডনে যাবেন ইনশাআল্লাহ, যদি দেশে আসতেন, তখন কি তারেক রহমান এখানে থেকে যেতেন, নাকি মায়ের সঙ্গে চলে যেতেন? থেকে গেলে অতিউৎসাহী গোষ্ঠী বলতো, তিনি মায়ের সঙ্গে কেন গেলেন না; আর চলে গেলে বলতো, তিনি নির্বাচনের জন্য কেন থাকলেন না? সুতরাং তারেক রহমানকে সিদ্ধান্ত নিতে হচ্ছে ব্যক্তিগত অনুভূতি নয়, মায়ের সুস্থতা ও দেশের স্থিতির স্বার্থে। তিনি একই সঙ্গে সন্তানের দায়িত্ববোধে নিবেদিত, আবার জাতীয় নেতার দায়বদ্ধতায় আবদ্ধ। মনে রাখা প্রয়োজন, তারেক রহমানের কাছে দেশনেত্রী খালেদা জিয়া প্রথমে মা, তারপর নেত্রী। মায়ের প্রতি তাঁর ভালোবাসার সঙ্গে আমাদের কারো ভালোবাসার তুলনা করা অন্যায়, অবিচার। তিনি তাঁর মায়ের জন্য যা সবচেয়ে বেশি প্রয়োজন, সেটিই করছেন, সেটিই করে যাবেন।’ [40, 685, 312, 853]
